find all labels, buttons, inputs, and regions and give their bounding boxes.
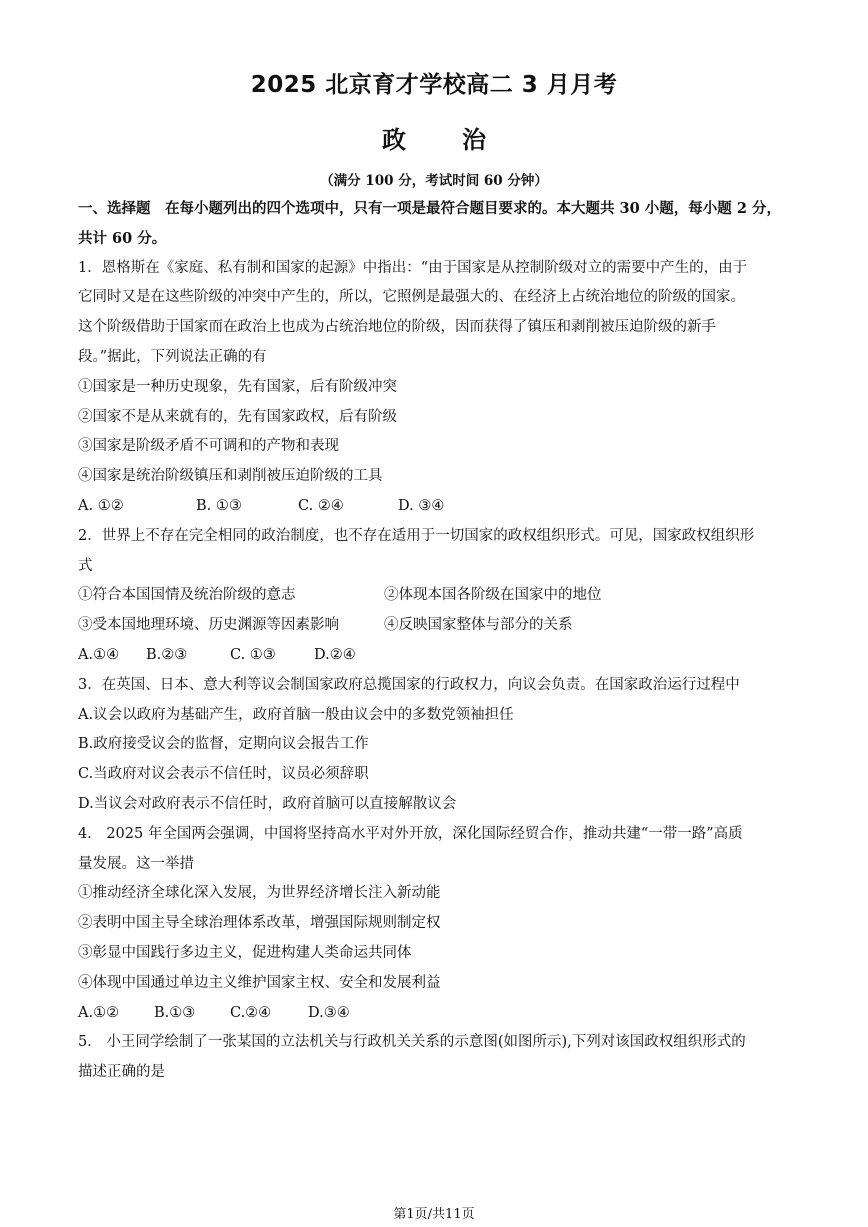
option-c: C. ②④ [298, 497, 344, 514]
section-instruction: 一、选择题 在每小题列出的四个选项中，只有一项是最符合题目要求的。本大题共 30 小题，每小题 2 分， [78, 200, 781, 217]
question-item: ④国家是统治阶级镇压和剥削被压迫阶级的工具 [78, 468, 383, 485]
question-item: ①国家是一种历史现象，先有国家，后有阶级冲突 [78, 378, 397, 395]
exam-title: 2025 北京育才学校高二 3 月月考 [250, 72, 618, 98]
subject-char-2: 治 [462, 125, 486, 154]
question-stem-line: 量发展。这一举措 [78, 855, 194, 872]
question-item: ③受本国地理环境、历史渊源等因素影响 [78, 617, 339, 634]
question-item: ④反映国家整体与部分的关系 [384, 617, 573, 634]
option-d: D.当议会对政府表示不信任时，政府首脑可以直接解散议会 [78, 795, 457, 812]
question-stem-line: 它同时又是在这些阶级的冲突中产生的，所以，它照例是最强大的、在经济上占统治地位的阶级的国家。 [78, 289, 745, 306]
answer-options [78, 641, 794, 671]
question-item: ①推动经济全球化深入发展，为世界经济增长注入新动能 [78, 885, 441, 902]
question-item: ③国家是阶级矛盾不可调和的产物和表现 [78, 438, 339, 455]
option-a: A.议会以政府为基础产生，政府首脑一般由议会中的多数党领袖担任 [78, 706, 514, 723]
subject-title [0, 120, 868, 155]
section-instruction-cont: 共计 60 分。 [78, 229, 167, 247]
question-stem-line: 5． 小王同学绘制了一张某国的立法机关与行政机关关系的示意图(如图所示),下列对该国政权组织形式的 [78, 1034, 746, 1051]
option-d: D.②④ [314, 646, 356, 663]
answer-options [78, 999, 794, 1029]
subject-char-1: 政 [382, 125, 406, 154]
option-a: A. ①② [78, 497, 124, 514]
question-item: ①符合本国国情及统治阶级的意志 [78, 587, 296, 604]
question-item: ②体现本国各阶级在国家中的地位 [384, 587, 602, 604]
answer-options [78, 492, 794, 522]
exam-body [78, 194, 794, 1088]
question-4 [78, 820, 794, 1029]
question-items-row [78, 611, 794, 641]
option-d: D. ③④ [398, 497, 445, 514]
question-items-row [78, 581, 794, 611]
question-item: ④体现中国通过单边主义维护国家主权、安全和发展利益 [78, 974, 441, 991]
page-number: 第1页/共11页 [393, 1207, 475, 1222]
question-item: ②表明中国主导全球治理体系改革，增强国际规则制定权 [78, 915, 441, 932]
option-b: B.②③ [146, 646, 188, 663]
question-stem-line: 段。”据此，下列说法正确的有 [78, 348, 267, 365]
option-b: B.政府接受议会的监督，定期向议会报告工作 [78, 736, 369, 753]
option-c: C.当政府对议会表示不信任时，议员必须辞职 [78, 766, 369, 783]
question-3 [78, 671, 794, 820]
question-stem-line: 描述正确的是 [78, 1064, 165, 1081]
option-a: A.①④ [78, 646, 120, 663]
question-stem-line: 2．世界上不存在完全相同的政治制度，也不存在适用于一切国家的政权组织形式。可见，国家政权组织形 [78, 527, 755, 544]
question-5 [78, 1028, 794, 1088]
question-stem-line: 1．恩格斯在《家庭、私有制和国家的起源》中指出：“由于国家是从控制阶级对立的需要中产生的，由于 [78, 259, 748, 276]
question-stem-line: 4． 2025 年全国两会强调，中国将坚持高水平对外开放，深化国际经贸合作，推动共建“一带一路”高质 [78, 825, 743, 842]
question-2 [78, 522, 794, 671]
question-stem-line: 3．在英国、日本、意大利等议会制国家政府总揽国家的行政权力，向议会负责。在国家政治运行过程中 [78, 676, 740, 693]
option-a: A.①② [78, 1004, 120, 1021]
question-1 [78, 254, 794, 522]
exam-note: （满分 100 分，考试时间 60 分钟） [320, 173, 548, 189]
question-item: ③彰显中国践行多边主义，促进构建人类命运共同体 [78, 944, 412, 961]
option-d: D.③④ [308, 1004, 350, 1021]
option-c: C. ①③ [230, 646, 276, 663]
option-c: C.②④ [230, 1004, 272, 1021]
question-stem-line: 式 [78, 557, 93, 574]
option-b: B.①③ [154, 1004, 196, 1021]
option-b: B. ①③ [196, 497, 242, 514]
question-item: ②国家不是从来就有的，先有国家政权，后有阶级 [78, 408, 397, 425]
question-stem-line: 这个阶级借助于国家而在政治上也成为占统治地位的阶级，因而获得了镇压和剥削被压迫阶级的新手 [78, 319, 716, 336]
